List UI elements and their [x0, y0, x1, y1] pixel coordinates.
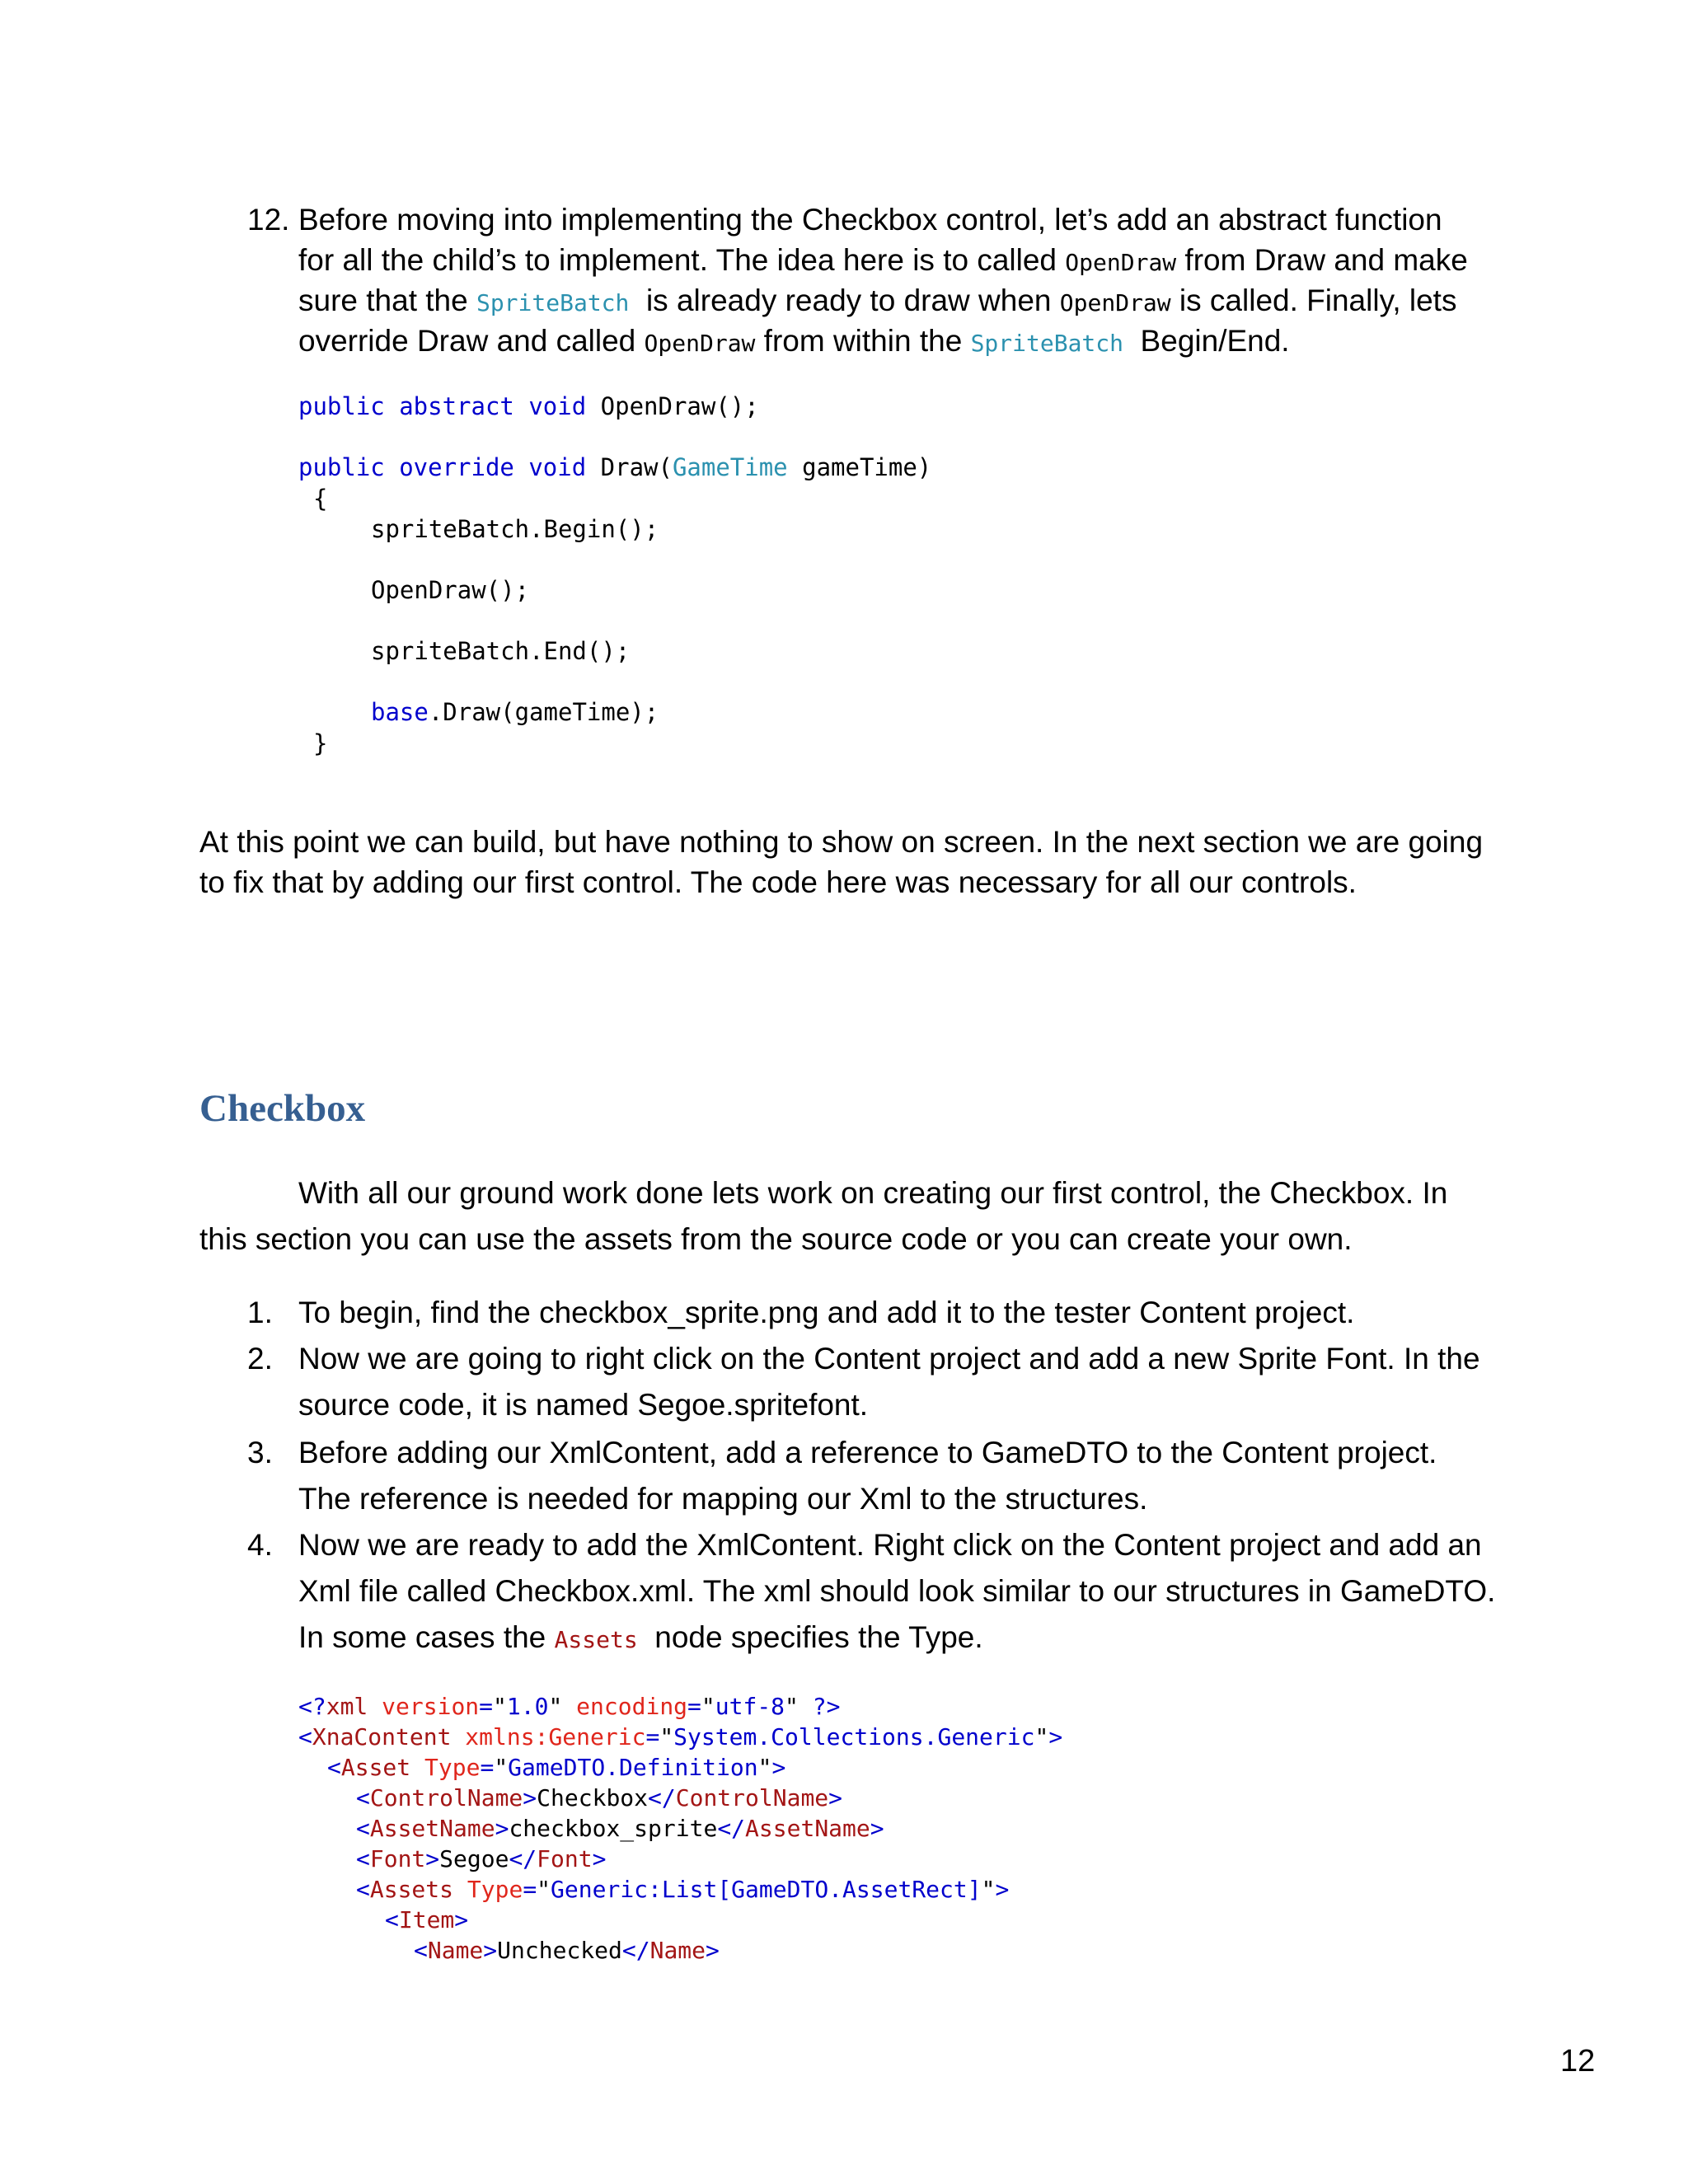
xml-delimiter: =: [645, 1723, 660, 1750]
inline-code-xml: Assets: [554, 1626, 638, 1653]
list-item-line: Xml file called Checkbox.xml. The xml should look similar to our structures in GameDTO.: [298, 1574, 1496, 1608]
page-number: 12: [1560, 2044, 1596, 2079]
xml-line: [356, 1844, 606, 1874]
xml-delimiter: =: [480, 1754, 495, 1781]
inline-code: OpenDraw: [644, 330, 756, 357]
step-12-line: [298, 280, 1456, 323]
xml-quote: ": [701, 1693, 715, 1720]
xml-line: [414, 1935, 720, 1966]
xml-line: [385, 1905, 468, 1935]
xml-delimiter: </: [621, 1937, 650, 1964]
inline-code-type: SpriteBatch: [476, 289, 630, 316]
xml-delimiter: =: [479, 1693, 494, 1720]
xml-line: [327, 1752, 785, 1783]
list-item-line: Now we are ready to add the XmlContent. Right click on the Content project and add an: [298, 1528, 1482, 1562]
xml-delimiter: </: [509, 1845, 537, 1872]
code-text: gameTime): [787, 453, 932, 481]
xml-attr: Type: [410, 1754, 481, 1781]
keyword: public abstract void: [298, 392, 587, 420]
xml-name: Assets: [369, 1876, 454, 1903]
code-line: [298, 391, 759, 422]
xml-quote: ": [1034, 1723, 1049, 1750]
xml-line: [298, 1722, 1062, 1752]
xml-quote: ": [494, 1754, 509, 1781]
xml-delimiter: ?>: [798, 1693, 841, 1720]
xml-line: [298, 1691, 840, 1722]
text: from Draw and make: [1176, 243, 1468, 277]
code-line: [298, 452, 931, 483]
xml-delimiter: <: [298, 1723, 312, 1750]
type-name: GameTime: [672, 453, 788, 481]
xml-name: Name: [649, 1937, 706, 1964]
xml-text: Checkbox: [537, 1784, 649, 1811]
xml-delimiter: <: [356, 1876, 370, 1903]
paragraph-line: to fix that by adding our first control. The code here was necessary for all our controls.: [199, 865, 1357, 899]
inline-code-type: SpriteBatch: [970, 330, 1123, 357]
text: Begin/End.: [1123, 324, 1290, 358]
xml-name: ControlName: [369, 1784, 523, 1811]
xml-delimiter: >: [870, 1815, 884, 1842]
xml-line: [356, 1783, 842, 1813]
xml-attr: xmlns:Generic: [451, 1723, 646, 1750]
text: for all the child’s to implement. The idea here is to called: [298, 243, 1066, 277]
intro-line: With all our ground work done lets work on creating our first control, the Checkbox. In: [298, 1176, 1448, 1210]
list-item-line: Now we are going to right click on the Content project and add a new Sprite Font. In the: [298, 1342, 1480, 1376]
list-number: 12.: [247, 203, 290, 237]
xml-quote: ": [548, 1693, 563, 1720]
inline-code: OpenDraw: [1059, 289, 1171, 316]
text: Before moving into implementing the Checkbox control, let’s add an abstract function: [298, 203, 1442, 237]
xml-quote: ": [659, 1723, 674, 1750]
xml-attr: Type: [453, 1876, 523, 1903]
text: override Draw and called: [298, 324, 645, 358]
xml-delimiter: >: [1048, 1723, 1063, 1750]
text: In some cases the: [298, 1620, 555, 1654]
text: node specifies the Type.: [637, 1620, 983, 1654]
list-item-line: source code, it is named Segoe.spritefont.: [298, 1388, 869, 1422]
xml-delimiter: </: [648, 1784, 676, 1811]
xml-delimiter: =: [687, 1693, 701, 1720]
inline-code: OpenDraw: [1065, 249, 1177, 276]
code-line: [371, 697, 659, 728]
xml-name: Asset: [340, 1754, 411, 1781]
keyword: base: [371, 698, 429, 726]
xml-name: xml: [326, 1693, 368, 1720]
step-12-line: [298, 240, 1468, 283]
xml-delimiter: >: [706, 1937, 720, 1964]
code-text: OpenDraw();: [586, 392, 759, 420]
xml-delimiter: >: [425, 1845, 440, 1872]
xml-text: Unchecked: [497, 1937, 622, 1964]
xml-quote: ": [537, 1876, 551, 1903]
xml-value: GameDTO.Definition: [508, 1754, 758, 1781]
xml-delimiter: >: [828, 1784, 843, 1811]
xml-delimiter: <: [414, 1937, 428, 1964]
xml-delimiter: </: [717, 1815, 746, 1842]
text: from within the: [755, 324, 971, 358]
intro-line: this section you can use the assets from the source code or you can create your own.: [199, 1222, 1353, 1256]
xml-quote: ": [785, 1693, 799, 1720]
xml-name: ControlName: [675, 1784, 829, 1811]
xml-attr: encoding: [562, 1693, 688, 1720]
code-line: OpenDraw();: [371, 576, 530, 604]
xml-value: 1.0: [506, 1693, 549, 1720]
xml-delimiter: >: [995, 1876, 1010, 1903]
xml-delimiter: <: [385, 1906, 399, 1933]
xml-delimiter: <?: [298, 1693, 326, 1720]
xml-delimiter: =: [523, 1876, 537, 1903]
list-number: 2.: [247, 1342, 273, 1376]
xml-quote: ": [757, 1754, 772, 1781]
code-line: spriteBatch.End();: [371, 637, 631, 665]
list-item-line: The reference is needed for mapping our Xml to the structures.: [298, 1482, 1148, 1516]
xml-delimiter: >: [495, 1815, 509, 1842]
list-number: 1.: [247, 1296, 273, 1329]
list-item-line: [298, 1617, 983, 1660]
xml-line: [356, 1813, 884, 1844]
xml-delimiter: <: [356, 1784, 370, 1811]
code-line: }: [313, 729, 328, 757]
text: sure that the: [298, 284, 476, 317]
list-number: 3.: [247, 1436, 273, 1469]
paragraph-line: At this point we can build, but have nothing to show on screen. In the next section we are going: [199, 825, 1484, 859]
xml-delimiter: >: [771, 1754, 786, 1781]
code-line: spriteBatch.Begin();: [371, 515, 659, 543]
xml-delimiter: >: [592, 1845, 607, 1872]
xml-value: Generic:List[GameDTO.AssetRect]: [551, 1876, 982, 1903]
code-text: Draw(: [586, 453, 673, 481]
step-12-line: [298, 321, 1290, 363]
step-12-line: [298, 199, 1442, 240]
list-number: 4.: [247, 1528, 273, 1562]
text: is called. Finally, lets: [1170, 284, 1457, 317]
xml-name: Font: [369, 1845, 426, 1872]
xml-delimiter: >: [483, 1937, 498, 1964]
list-item-line: To begin, find the checkbox_sprite.png and add it to the tester Content project.: [298, 1296, 1355, 1329]
xml-value: System.Collections.Generic: [673, 1723, 1035, 1750]
code-text: .Draw(gameTime);: [428, 698, 659, 726]
xml-quote: ": [981, 1876, 996, 1903]
xml-quote: ": [493, 1693, 507, 1720]
xml-name: AssetName: [369, 1815, 495, 1842]
xml-text: Segoe: [439, 1845, 509, 1872]
xml-delimiter: <: [356, 1815, 370, 1842]
xml-value: utf-8: [715, 1693, 785, 1720]
xml-name: AssetName: [745, 1815, 870, 1842]
xml-delimiter: >: [454, 1906, 469, 1933]
keyword: public override void: [298, 453, 587, 481]
code-line: {: [313, 485, 328, 513]
xml-name: XnaContent: [312, 1723, 452, 1750]
xml-delimiter: <: [327, 1754, 341, 1781]
xml-delimiter: >: [523, 1784, 537, 1811]
text: is already ready to draw when: [629, 284, 1060, 317]
xml-line: [356, 1874, 1009, 1905]
xml-text: checkbox_sprite: [509, 1815, 718, 1842]
xml-name: Item: [398, 1906, 455, 1933]
xml-name: Name: [427, 1937, 484, 1964]
xml-name: Font: [537, 1845, 593, 1872]
xml-attr: version: [368, 1693, 480, 1720]
list-item-line: Before adding our XmlContent, add a reference to GameDTO to the Content project.: [298, 1436, 1437, 1469]
section-heading: Checkbox: [199, 1087, 366, 1130]
xml-delimiter: <: [356, 1845, 370, 1872]
